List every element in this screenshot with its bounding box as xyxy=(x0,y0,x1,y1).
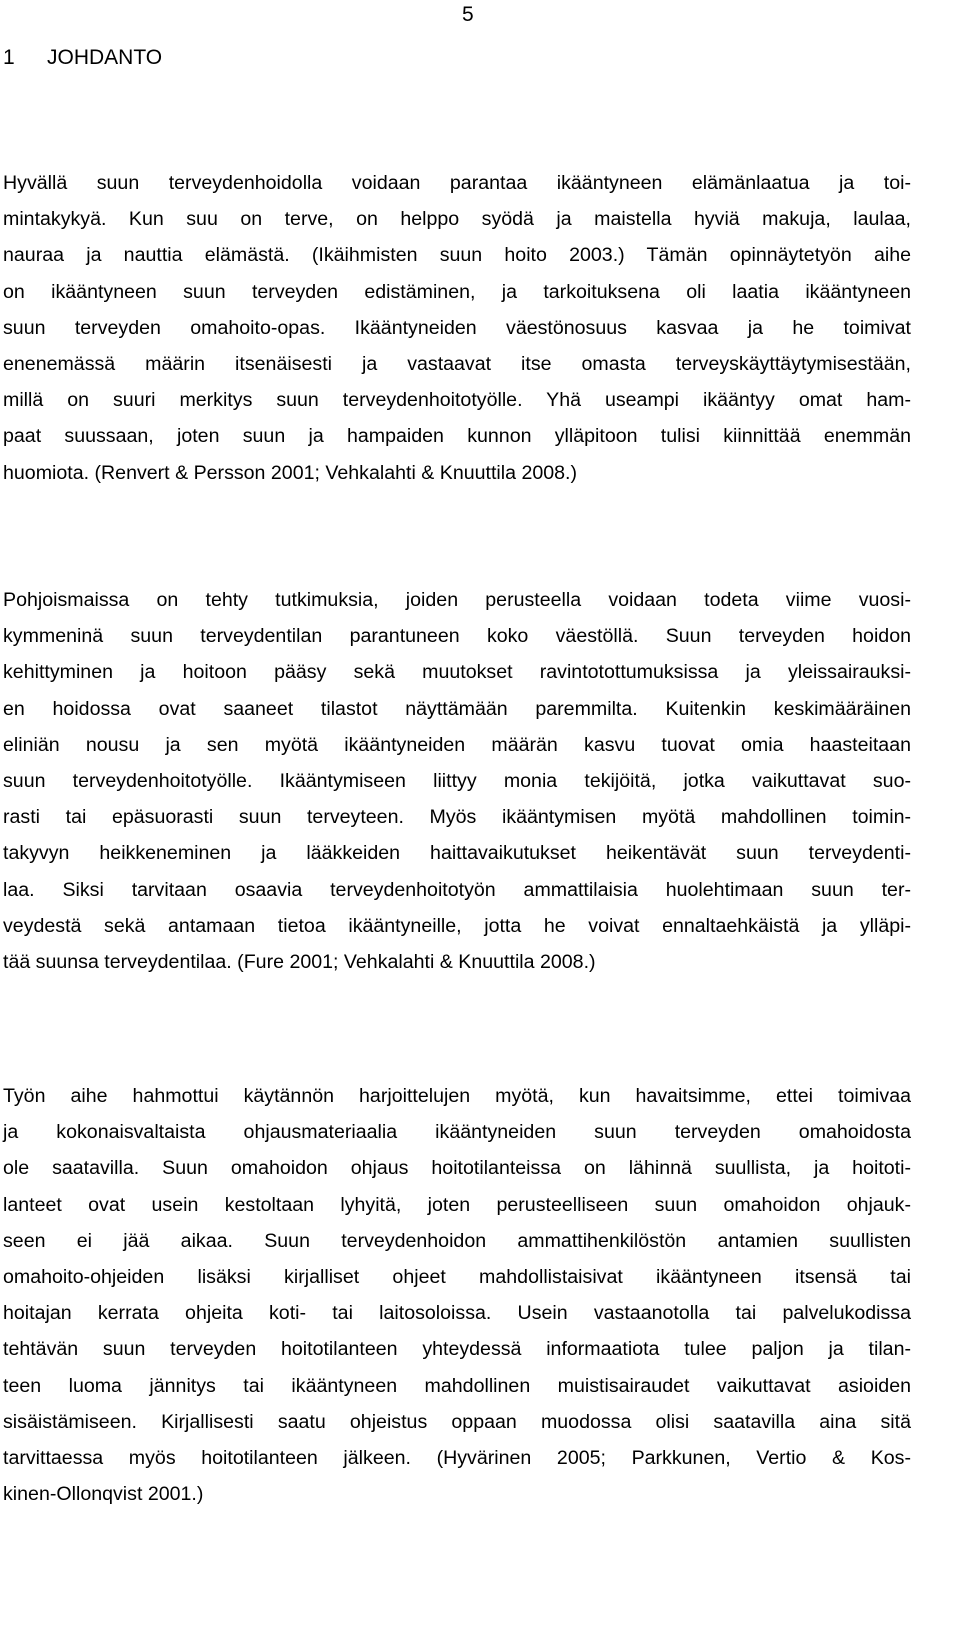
paragraph-line: tehtävän suun terveyden hoitotilanteen yhteydessä informaatiota tulee paljon ja tilan- xyxy=(3,1338,911,1361)
chapter-heading xyxy=(3,43,162,73)
paragraph-line: Hyvällä suun terveydenhoidolla voidaan parantaa ikääntyneen elämänlaatua ja toi- xyxy=(3,172,911,194)
paragraph-line: en hoidossa ovat saaneet tilastot näyttämään paremmilta. Kuitenkin keskimääräinen xyxy=(3,697,911,720)
paragraph-line: nauraa ja nauttia elämästä. (Ikäihmisten suun hoito 2003.) Tämän opinnäytetyön aihe xyxy=(3,244,911,267)
paragraph-line: Pohjoismaissa on tehty tutkimuksia, joiden perusteella voidaan todeta viime vuosi- xyxy=(3,589,911,611)
paragraph-line: laa. Siksi tarvitaan osaavia terveydenhoitotyön ammattilaisia huolehtimaan suun ter- xyxy=(3,878,911,901)
paragraph-line: enenemässä määrin itsenäisesti ja vastaavat itse omasta terveyskäyttäytymisestään, xyxy=(3,353,911,376)
paragraph-line: kehittyminen ja hoitoon pääsy sekä muutokset ravintotottumuksissa ja yleissairauksi- xyxy=(3,661,911,684)
paragraph-line: huomiota. (Renvert & Persson 2001; Vehkalahti & Knuuttila 2008.) xyxy=(3,461,578,484)
chapter-title: JOHDANTO xyxy=(47,46,163,69)
paragraph-line: teen luoma jännitys tai ikääntyneen mahdollinen muistisairaudet vaikuttavat asioiden xyxy=(3,1374,911,1397)
paragraph-line: ja kokonaisvaltaista ohjausmateriaalia ikääntyneiden suun terveyden omahoidosta xyxy=(3,1121,911,1144)
paragraph-line: hoitajan kerrata ohjeita koti- tai laitosoloissa. Usein vastaanotolla tai palvelukodissa xyxy=(3,1302,911,1325)
paragraph-line: seen ei jää aikaa. Suun terveydenhoidon ammattihenkilöstön antamien suullisten xyxy=(3,1229,911,1252)
paragraph-line: eliniän nousu ja sen myötä ikääntyneiden määrän kasvu tuovat omia haasteitaan xyxy=(3,733,911,756)
page-number: 5 xyxy=(462,3,474,26)
paragraph-line: kinen-Ollonqvist 2001.) xyxy=(3,1483,204,1506)
paragraph-line: suun terveyden omahoito-opas. Ikääntyneiden väestönosuus kasvaa ja he toimivat xyxy=(3,316,911,339)
paragraph-line: tarvittaessa myös hoitotilanteen jälkeen. (Hyvärinen 2005; Parkkunen, Vertio & Kos- xyxy=(3,1447,911,1470)
paragraph-line: ole saatavilla. Suun omahoidon ohjaus hoitotilanteissa on lähinnä suullista, ja hoitoti- xyxy=(3,1157,911,1180)
paragraph-line: kymmeninä suun terveydentilan parantuneen koko väestöllä. Suun terveyden hoidon xyxy=(3,625,911,648)
paragraph-line: veydestä sekä antamaan tietoa ikääntyneille, jotta he voivat ennaltaehkäistä ja ylläpi- xyxy=(3,914,911,937)
paragraph-line: sisäistämiseen. Kirjallisesti saatu ohjeistus oppaan muodossa olisi saatavilla aina sitä xyxy=(3,1410,911,1433)
chapter-number: 1 xyxy=(3,46,15,69)
paragraph-line: rasti tai epäsuorasti suun terveyteen. Myös ikääntymisen myötä mahdollinen toimin- xyxy=(3,806,911,829)
paragraph-2 xyxy=(3,582,911,980)
paragraph-line: tää suunsa terveydentilaa. (Fure 2001; Vehkalahti & Knuuttila 2008.) xyxy=(3,951,596,974)
paragraph-line: omahoito-ohjeiden lisäksi kirjalliset ohjeet mahdollistaisivat ikääntyneen itsensä tai xyxy=(3,1266,911,1289)
paragraph-3 xyxy=(3,1078,911,1512)
paragraph-1 xyxy=(3,165,911,491)
paragraph-line: on ikääntyneen suun terveyden edistäminen, ja tarkoituksena oli laatia ikääntyneen xyxy=(3,280,911,303)
paragraph-line: millä on suuri merkitys suun terveydenhoitotyölle. Yhä useampi ikääntyy omat ham- xyxy=(3,389,911,412)
paragraph-line: mintakykyä. Kun suu on terve, on helppo syödä ja maistella hyviä makuja, laulaa, xyxy=(3,208,911,231)
paragraph-line: Työn aihe hahmottui käytännön harjoittelujen myötä, kun havaitsimme, ettei toimivaa xyxy=(3,1085,911,1107)
paragraph-line: lanteet ovat usein kestoltaan lyhyitä, joten perusteelliseen suun omahoidon ohjauk- xyxy=(3,1193,911,1216)
paragraph-line: paat suussaan, joten suun ja hampaiden kunnon ylläpitoon tulisi kiinnittää enemmän xyxy=(3,425,911,448)
paragraph-line: suun terveydenhoitotyölle. Ikääntymiseen liittyy monia tekijöitä, jotka vaikuttavat suo- xyxy=(3,770,911,793)
paragraph-line: takyvyn heikkeneminen ja lääkkeiden haittavaikutukset heikentävät suun terveydenti- xyxy=(3,842,911,865)
